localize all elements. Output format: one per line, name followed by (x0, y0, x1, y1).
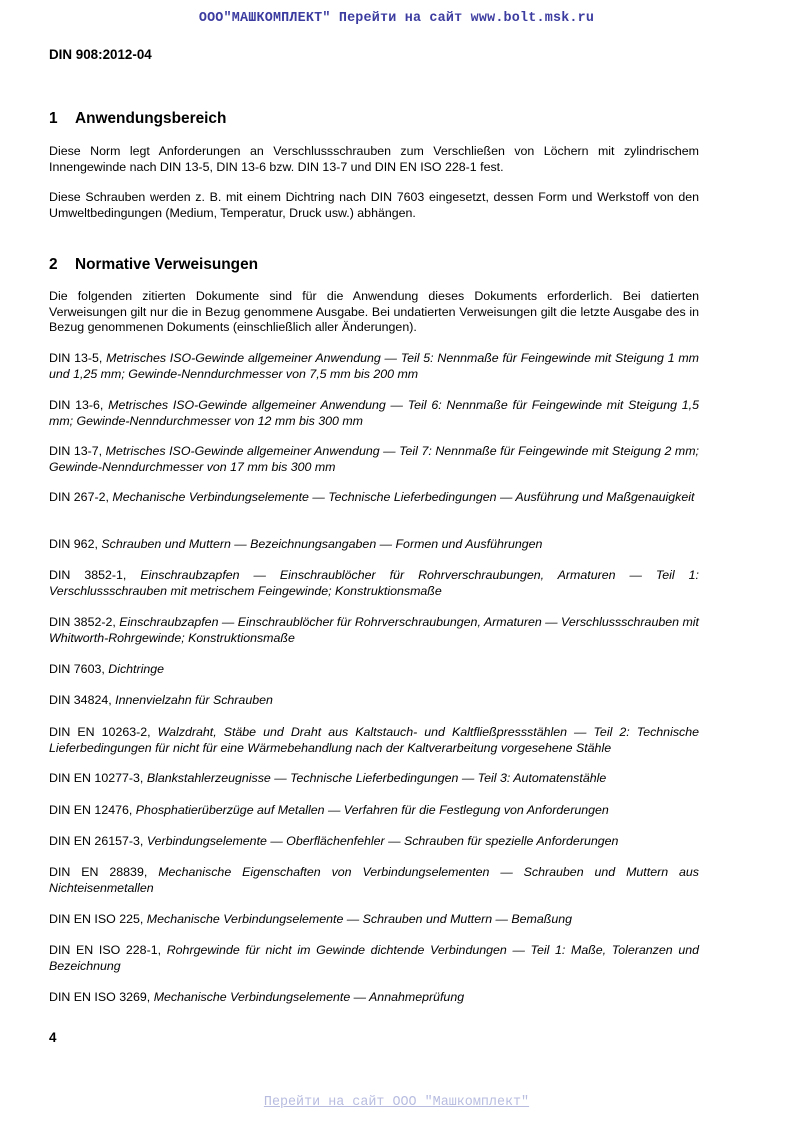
reference-entry (49, 662, 699, 678)
section-number: 2 (49, 256, 58, 273)
scope-paragraph: Diese Norm legt Anforderungen an Verschlussschrauben zum Verschließen von Löchern mit zylindrischem Innengewinde nach DIN 13-5, DIN 13-6 bzw. DIN 13-7 und DIN EN ISO 228-1 fest. (49, 144, 699, 174)
reference-entry (49, 490, 699, 506)
reference-title: Metrisches ISO-Gewinde allgemeiner Anwendung — Teil 5: Nennmaße für Feingewinde mit Steigung 1 mm und 1,25 mm; Gewinde-Nenndurchmesser von 7,5 mm bis 200 mm (49, 351, 699, 381)
reference-entry (49, 568, 699, 599)
footer-site-link[interactable]: Перейти на сайт ООО "Машкомплект" (263, 1095, 530, 1110)
reference-entry (49, 990, 699, 1006)
reference-title: Metrisches ISO-Gewinde allgemeiner Anwendung — Teil 6: Nennmaße für Feingewinde mit Steigung 1,5 mm; Gewinde-Nenndurchmesser von 12 mm bis 300 mm (49, 398, 699, 428)
reference-entry (49, 444, 699, 475)
reference-id: DIN 13-6, (49, 398, 104, 412)
reference-title: Verbindungselemente — Oberflächenfehler — Schrauben für spezielle Anforderungen (146, 834, 619, 848)
section-title: Normative Verweisungen (75, 256, 259, 273)
reference-title: Rohrgewinde für nicht im Gewinde dichtende Verbindungen — Teil 1: Maße, Toleranzen und Bezeichnung (49, 943, 699, 973)
reference-title: Einschraubzapfen — Einschraublöcher für Rohrverschraubungen, Armaturen — Teil 1: Verschlussschrauben mit metrischem Feingewinde; Konstruktionsmaße (49, 568, 700, 598)
section-heading-scope (49, 110, 226, 128)
section-number: 1 (49, 110, 58, 127)
reference-id: DIN 3852-1, (49, 568, 127, 582)
reference-id: DIN EN ISO 228-1, (49, 943, 162, 957)
reference-entry (49, 943, 699, 974)
reference-id: DIN EN ISO 225, (49, 912, 144, 926)
reference-entry (49, 771, 699, 787)
reference-title: Mechanische Verbindungselemente — Technische Lieferbedingungen — Ausführung und Maßgenauigkeit (112, 490, 695, 504)
reference-entry (49, 693, 699, 709)
reference-title: Phosphatierüberzüge auf Metallen — Verfahren für die Festlegung von Anforderungen (135, 803, 609, 817)
scope-paragraph: Diese Schrauben werden z. B. mit einem Dichtring nach DIN 7603 eingesetzt, dessen Form und Werkstoff von den Umweltbedingungen (Medium, Temperatur, Druck usw.) abhängen. (49, 190, 699, 220)
reference-entry (49, 398, 699, 429)
reference-id: DIN 3852-2, (49, 615, 116, 629)
reference-id: DIN EN 28839, (49, 865, 148, 879)
reference-title: Innenvielzahn für Schrauben (115, 693, 273, 707)
reference-title: Schrauben und Muttern — Bezeichnungsangaben — Formen und Ausführungen (101, 537, 543, 551)
reference-id: DIN 34824, (49, 693, 112, 707)
reference-title: Mechanische Verbindungselemente — Annahmeprüfung (153, 990, 465, 1004)
reference-title: Mechanische Eigenschaften von Verbindungselementen — Schrauben und Muttern aus Nichteisenmetallen (49, 865, 699, 895)
reference-id: DIN 13-7, (49, 444, 103, 458)
reference-entry (49, 834, 699, 850)
site-banner-link[interactable]: ООО"МАШКОМПЛЕКТ" Перейти на сайт www.bolt.msk.ru (198, 11, 595, 26)
reference-id: DIN 13-5, (49, 351, 103, 365)
normative-intro-paragraph: Die folgenden zitierten Dokumente sind für die Anwendung dieses Dokuments erforderlich. Bei datierten Verweisungen gilt nur die in Bezug genommene Ausgabe. Bei undatierten Verweisungen gilt die letzte Ausgabe des in Bezug genommenen Dokuments (einschließlich aller Änderungen). (49, 289, 699, 334)
section-title: Anwendungsbereich (75, 110, 227, 127)
section-heading-normative-references (49, 256, 258, 274)
reference-title: Walzdraht, Stäbe und Draht aus Kaltstauch- und Kaltfließpressstählen — Teil 2: Technische Lieferbedingungen für nicht für eine Wärmebehandlung nach der Kaltverarbeitung vorgesehene Stähle (49, 725, 699, 755)
reference-id: DIN 962, (49, 537, 98, 551)
reference-title: Mechanische Verbindungselemente — Schrauben und Muttern — Bemaßung (146, 912, 572, 926)
reference-title: Dichtringe (108, 662, 165, 676)
reference-id: DIN 267-2, (49, 490, 109, 504)
reference-entry (49, 803, 699, 819)
reference-id: DIN EN 26157-3, (49, 834, 144, 848)
reference-entry (49, 537, 699, 553)
reference-title: Metrisches ISO-Gewinde allgemeiner Anwendung — Teil 7: Nennmaße für Feingewinde mit Steigung 2 mm; Gewinde-Nenndurchmesser von 17 mm bis 300 mm (49, 444, 699, 474)
reference-id: DIN 7603, (49, 662, 105, 676)
reference-entry (49, 725, 699, 756)
reference-entry (49, 912, 699, 928)
reference-entry (49, 865, 699, 896)
reference-id: DIN EN ISO 3269, (49, 990, 151, 1004)
page-number: 4 (49, 1030, 57, 1045)
reference-id: DIN EN 10263-2, (49, 725, 151, 739)
reference-id: DIN EN 12476, (49, 803, 133, 817)
reference-entry (49, 351, 699, 382)
document-id: DIN 908:2012-04 (49, 47, 152, 62)
reference-entry (49, 615, 699, 646)
reference-title: Blankstahlerzeugnisse — Technische Lieferbedingungen — Teil 3: Automatenstähle (146, 771, 607, 785)
reference-id: DIN EN 10277-3, (49, 771, 144, 785)
reference-title: Einschraubzapfen — Einschraublöcher für Rohrverschraubungen, Armaturen — Verschlussschrauben mit Whitworth-Rohrgewinde; Konstruktionsmaße (49, 615, 699, 645)
